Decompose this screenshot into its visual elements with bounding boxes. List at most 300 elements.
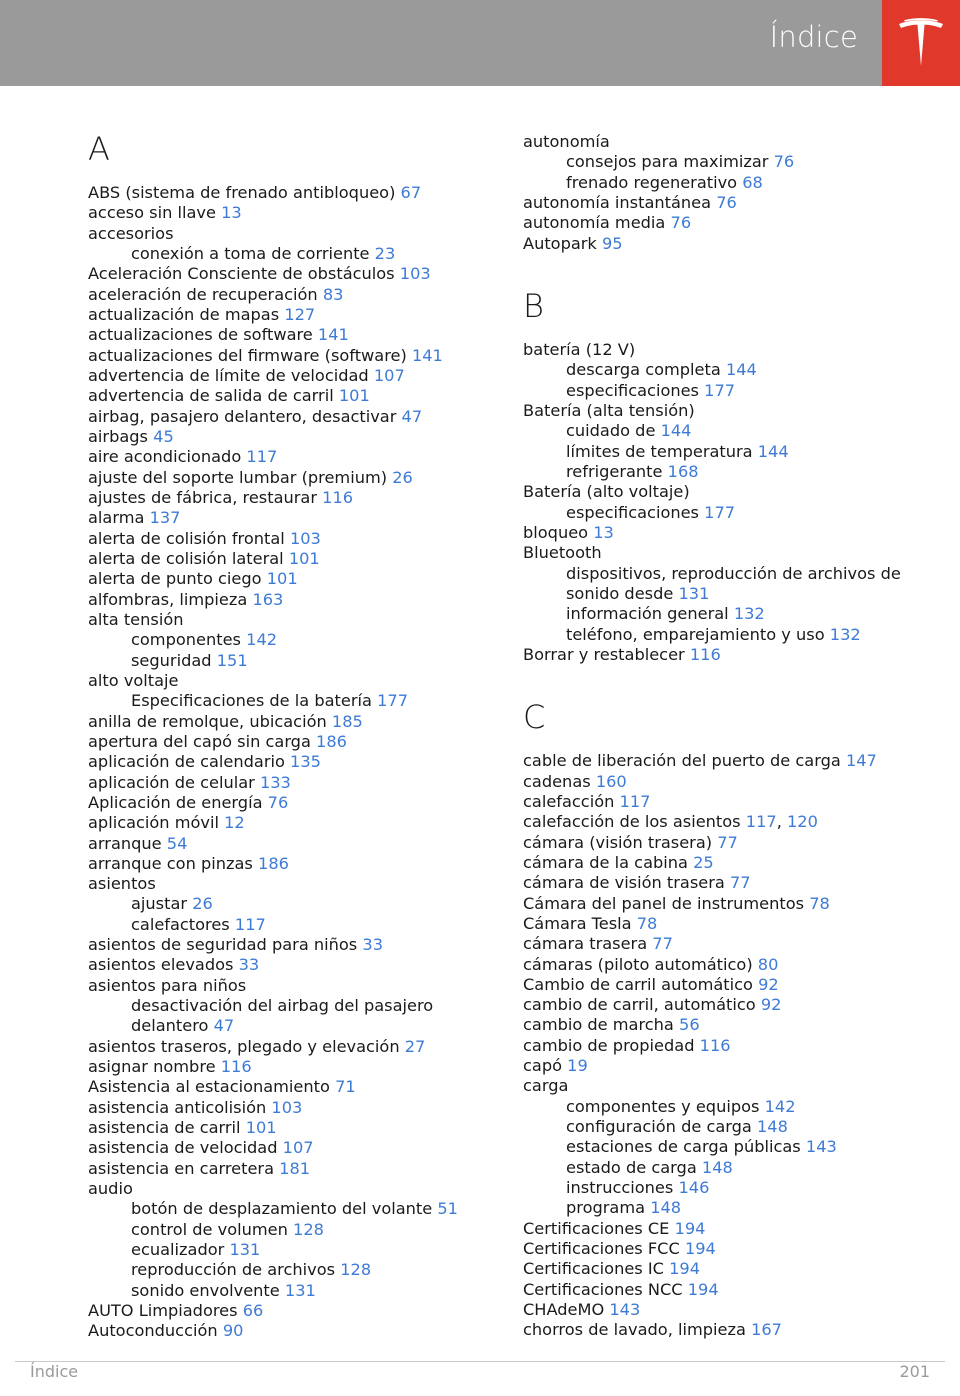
page-link[interactable]: 116: [322, 487, 354, 507]
page-link[interactable]: 194: [687, 1279, 719, 1299]
index-entry: [88, 325, 488, 345]
page-link[interactable]: 71: [335, 1077, 356, 1097]
index-entry: [88, 1138, 488, 1158]
index-entry-text: cable de liberación del puerto de carga: [523, 751, 841, 771]
index-entry-text: airbags: [88, 426, 148, 446]
page-link[interactable]: 33: [362, 935, 384, 955]
page-link[interactable]: 132: [829, 624, 861, 644]
page-link[interactable]: 25: [693, 852, 714, 872]
index-entry-text: arranque con pinzas: [88, 853, 253, 873]
page-link[interactable]: 45: [153, 426, 174, 446]
index-entry: [523, 132, 943, 152]
page-link[interactable]: 77: [717, 832, 738, 852]
index-entry-text: asistencia anticolisión: [88, 1097, 267, 1117]
index-entry: [88, 1159, 488, 1179]
index-entry: [88, 671, 488, 691]
index-subentry: [523, 503, 943, 523]
index-entry: [88, 447, 488, 467]
index-entry-text: batería (12 V): [523, 339, 636, 359]
index-entry-text: alerta de colisión frontal: [88, 528, 285, 548]
index-entry-text: Aplicación de energía: [88, 792, 263, 812]
page-link[interactable]: 26: [392, 467, 413, 487]
page-link[interactable]: 67: [400, 183, 422, 202]
index-subentry: [523, 421, 943, 441]
index-entry: [88, 366, 488, 386]
page-link[interactable]: 12: [224, 813, 245, 833]
page-link[interactable]: 117: [745, 812, 777, 832]
page-link[interactable]: 76: [773, 152, 795, 172]
index-entry: [88, 427, 488, 447]
index-entry-text: cámara (visión trasera): [523, 832, 713, 852]
index-entry: [88, 264, 488, 284]
page-link[interactable]: 116: [689, 644, 721, 664]
index-entry-text: desactivación del airbag del pasajero delantero: [131, 996, 434, 1036]
index-entry-text: capó: [523, 1056, 562, 1076]
index-entry-text: aceleración de recuperación: [88, 284, 318, 304]
index-subentry: [523, 462, 943, 482]
index-subentry: [523, 1198, 943, 1218]
index-entry-text: asientos traseros, plegado y elevación: [88, 1036, 400, 1056]
page-link[interactable]: 128: [340, 1260, 372, 1280]
page-link[interactable]: 147: [845, 751, 877, 771]
index-entry-text: cambio de propiedad: [523, 1035, 695, 1055]
index-entry-text: Certificaciones FCC: [523, 1239, 680, 1259]
index-entry-text: Batería (alta tensión): [523, 400, 695, 420]
index-entry-text: programa: [566, 1198, 646, 1218]
page-link[interactable]: 135: [290, 752, 321, 772]
page-link[interactable]: 194: [674, 1218, 706, 1238]
index-entry-text: cambio de carril, automático: [523, 995, 756, 1015]
index-entry: [88, 183, 488, 203]
index-entry: [523, 1015, 943, 1035]
page-link[interactable]: 101: [245, 1118, 277, 1138]
index-entry-text: configuración de carga: [566, 1117, 752, 1137]
page-link[interactable]: 120: [787, 812, 818, 832]
index-entry-text: Certificaciones NCC: [523, 1279, 683, 1299]
index-entry: [88, 874, 488, 894]
index-entry-text: Cámara del panel de instrumentos: [523, 893, 805, 913]
page-link[interactable]: 151: [216, 650, 248, 670]
index-entry-text: asientos: [88, 874, 156, 894]
index-entry: [88, 590, 488, 610]
page-link[interactable]: 47: [401, 406, 423, 426]
index-entry-text: alta tensión: [88, 609, 184, 629]
index-subentry: [523, 1097, 943, 1117]
index-entry: [88, 1118, 488, 1138]
index-entry-text: cuidado de: [566, 421, 656, 441]
index-subentry: [88, 915, 488, 935]
index-entry-text: asistencia de carril: [88, 1118, 241, 1138]
index-entry: [523, 955, 943, 975]
index-entry: [523, 873, 943, 893]
page-link[interactable]: 47: [213, 1016, 235, 1036]
page-link[interactable]: 68: [742, 172, 763, 192]
index-entry-text: límites de temperatura: [566, 441, 753, 461]
index-entry: [523, 543, 943, 563]
page-link[interactable]: 66: [242, 1301, 264, 1321]
page-link[interactable]: 92: [758, 974, 779, 994]
page-link[interactable]: 117: [234, 914, 266, 934]
index-subentry: [523, 173, 943, 193]
index-entry-text: alerta de punto ciego: [88, 569, 262, 589]
index-entry-text: alerta de colisión lateral: [88, 548, 284, 568]
page-link[interactable]: 77: [729, 873, 751, 893]
index-entry: [88, 935, 488, 955]
page-link[interactable]: 78: [809, 893, 830, 913]
index-entry-text: asientos de seguridad para niños: [88, 935, 358, 955]
index-entry-text: arranque: [88, 833, 162, 853]
page-link[interactable]: 181: [279, 1158, 311, 1178]
page-title: Índice: [769, 20, 858, 54]
index-entry: [523, 833, 943, 853]
index-entry: [523, 1036, 943, 1056]
index-entry-text: aplicación de calendario: [88, 752, 285, 772]
index-entry-text: accesorios: [88, 223, 174, 243]
page-link[interactable]: 168: [667, 461, 699, 481]
index-entry: [88, 732, 488, 752]
index-entry-text: alarma: [88, 508, 145, 528]
index-entry-text: asistencia de velocidad: [88, 1138, 278, 1158]
page-link[interactable]: 92: [760, 995, 782, 1015]
index-subentry: [523, 604, 943, 624]
page-link[interactable]: 77: [652, 934, 673, 954]
page-link[interactable]: 143: [805, 1137, 837, 1157]
index-entry-text: instrucciones: [566, 1178, 674, 1198]
page-link[interactable]: 148: [757, 1117, 788, 1137]
index-entry: [523, 1280, 943, 1300]
index-subentry: [88, 996, 488, 1037]
index-entry-text: Bluetooth: [523, 543, 602, 563]
index-subentry: [523, 1158, 943, 1178]
index-letter-heading: B: [523, 286, 544, 325]
index-entry-text: autonomía media: [523, 213, 666, 233]
index-entry-text: Cámara Tesla: [523, 913, 632, 933]
index-entry: [523, 812, 943, 832]
page-link[interactable]: 144: [725, 360, 757, 380]
page-link[interactable]: 185: [331, 711, 363, 731]
index-entry-text: componentes: [131, 630, 241, 650]
index-entry-text: especificaciones: [566, 502, 699, 522]
index-subentry: [88, 1199, 488, 1219]
index-subentry: [523, 625, 943, 645]
index-entry-text: información general: [566, 604, 729, 624]
index-entry-text: cadenas: [523, 771, 591, 791]
index-entry: [88, 224, 488, 244]
index-subentry: [523, 381, 943, 401]
page-link[interactable]: 116: [220, 1057, 252, 1077]
page-link[interactable]: 27: [404, 1036, 426, 1056]
index-entry-text: advertencia de límite de velocidad: [88, 365, 369, 385]
index-entry: [523, 1056, 943, 1076]
index-entry-text: Borrar y restablecer: [523, 644, 685, 664]
page-link[interactable]: 144: [757, 441, 789, 461]
index-entry-text: bloqueo: [523, 522, 589, 542]
tesla-logo-icon: [882, 0, 960, 86]
index-subentry: [88, 1281, 488, 1301]
index-entry: [523, 772, 943, 792]
index-entry-text: Especificaciones de la batería: [131, 691, 372, 711]
index-subentry: [523, 1178, 943, 1198]
page-link[interactable]: 90: [222, 1321, 244, 1341]
page-link[interactable]: 26: [192, 894, 213, 914]
index-entry-text: aplicación de celular: [88, 772, 255, 792]
index-subentry: [88, 244, 488, 264]
index-entry: [88, 1098, 488, 1118]
index-entry: [88, 1321, 488, 1341]
index-entry-text: asientos para niños: [88, 975, 247, 995]
index-entry: [88, 569, 488, 589]
page-link[interactable]: 141: [317, 325, 349, 345]
page-link[interactable]: 177: [704, 502, 736, 522]
index-subentry: [88, 1220, 488, 1240]
index-entry-text: frenado regenerativo: [566, 172, 738, 192]
index-entry-text: Aceleración Consciente de obstáculos: [88, 264, 395, 284]
index-subentry: [88, 651, 488, 671]
page-link[interactable]: 146: [678, 1178, 710, 1198]
index-entry: [88, 386, 488, 406]
index-entry-text: descarga completa: [566, 360, 721, 380]
index-entry-text: estaciones de carga públicas: [566, 1137, 801, 1157]
index-entry: [88, 976, 488, 996]
index-entry: [88, 1037, 488, 1057]
page-link[interactable]: 101: [266, 569, 298, 589]
index-subentry: [88, 894, 488, 914]
index-entry: [88, 407, 488, 427]
section-gap: [523, 254, 943, 289]
index-entry-text: botón de desplazamiento del volante: [131, 1199, 433, 1219]
index-entry-text: ecualizador: [131, 1240, 225, 1260]
index-entry-text: actualizaciones del firmware (software): [88, 345, 407, 365]
index-entry: [88, 712, 488, 732]
index-subentry: [523, 564, 943, 605]
index-entry-text: Autopark: [523, 233, 597, 253]
page-link[interactable]: 137: [149, 508, 181, 528]
index-entry: [88, 752, 488, 772]
index-entry-text: aplicación móvil: [88, 813, 219, 833]
index-entry-text: ABS (sistema de frenado antibloqueo): [88, 183, 396, 202]
index-entry-text: consejos para maximizar: [566, 152, 769, 172]
page-link[interactable]: 177: [377, 691, 408, 711]
index-subentry: [523, 1137, 943, 1157]
page-link[interactable]: 101: [338, 386, 370, 406]
index-entry-text: carga: [523, 1076, 569, 1096]
index-entry-text: AUTO Limpiadores: [88, 1301, 238, 1321]
index-entry: [88, 610, 488, 630]
page-link[interactable]: 194: [669, 1259, 701, 1279]
page-link[interactable]: 95: [601, 233, 623, 253]
section-gap: [523, 665, 943, 700]
index-entry-text: Cambio de carril automático: [523, 974, 753, 994]
page-link[interactable]: 101: [288, 548, 320, 568]
page-link[interactable]: 103: [271, 1097, 303, 1117]
index-entry: [523, 975, 943, 995]
index-entry-text: asistencia en carretera: [88, 1158, 275, 1178]
index-entry-text: calefactores: [131, 914, 230, 934]
index-entry-text: calefacción de los asientos: [523, 812, 741, 832]
index-subentry: [88, 1240, 488, 1260]
index-entry: [523, 193, 943, 213]
page-link[interactable]: 131: [678, 583, 710, 603]
page-link[interactable]: 143: [609, 1300, 641, 1320]
index-entry-text: reproducción de archivos: [131, 1260, 336, 1280]
page-link[interactable]: 141: [411, 345, 443, 365]
page-number: 201: [899, 1362, 930, 1381]
index-entry: [88, 1077, 488, 1097]
index-entry-text: actualización de mapas: [88, 304, 280, 324]
page-link[interactable]: 103: [399, 264, 431, 284]
page-link[interactable]: 148: [701, 1157, 733, 1177]
index-entry-text: sonido envolvente: [131, 1280, 280, 1300]
index-entry: [523, 645, 943, 665]
index-entry-text: Certificaciones CE: [523, 1218, 670, 1238]
index-letter-heading: C: [523, 698, 546, 737]
index-entry: [523, 1076, 943, 1096]
index-entry-text: anilla de remolque, ubicación: [88, 711, 327, 731]
index-column-right: [523, 132, 943, 1341]
index-entry: [523, 482, 943, 502]
page-link[interactable]: 117: [619, 791, 651, 811]
index-entry: [88, 508, 488, 528]
page-link[interactable]: 80: [757, 954, 779, 974]
index-entry: [88, 305, 488, 325]
index-entry-text: especificaciones: [566, 380, 699, 400]
index-entry: [523, 1300, 943, 1320]
index-entry: [88, 529, 488, 549]
page-link[interactable]: 76: [716, 192, 737, 212]
page-link[interactable]: 128: [293, 1219, 324, 1239]
footer-section: Índice: [30, 1362, 79, 1381]
page-link[interactable]: 78: [636, 913, 658, 933]
index-entry-text: advertencia de salida de carril: [88, 386, 334, 406]
index-entry: [88, 955, 488, 975]
index-entry-text: ajustar: [131, 894, 188, 914]
index-entry-text: CHAdeMO: [523, 1300, 605, 1320]
page-link[interactable]: 13: [221, 203, 242, 223]
index-entry-text: alfombras, limpieza: [88, 589, 248, 609]
page-link[interactable]: 107: [282, 1138, 314, 1158]
page-link[interactable]: 76: [267, 792, 289, 812]
page-link[interactable]: 142: [764, 1096, 796, 1116]
index-entry: [88, 773, 488, 793]
page-separator: ,: [776, 812, 782, 832]
index-subentry: [88, 630, 488, 650]
page-link[interactable]: 186: [316, 731, 347, 751]
page-link[interactable]: 132: [733, 604, 765, 624]
index-entry: [523, 340, 943, 360]
index-entry: [523, 213, 943, 233]
tesla-logo-svg: [897, 18, 945, 68]
index-entry: [523, 914, 943, 934]
index-entry: [88, 346, 488, 366]
index-entry: [523, 894, 943, 914]
index-entry: [88, 203, 488, 223]
index-entry: [88, 468, 488, 488]
index-entry-text: Autoconducción: [88, 1321, 218, 1341]
page-link[interactable]: 76: [670, 213, 692, 233]
page-link[interactable]: 107: [373, 365, 405, 385]
page-link[interactable]: 131: [284, 1280, 316, 1300]
index-entry: [523, 1219, 943, 1239]
page-link[interactable]: 167: [751, 1320, 782, 1340]
index-entry: [523, 1259, 943, 1279]
index-entry: [523, 751, 943, 771]
page-link[interactable]: 54: [166, 833, 188, 853]
index-entry: [523, 401, 943, 421]
page-link[interactable]: 56: [679, 1015, 700, 1035]
index-column-left: [88, 132, 488, 1342]
index-entry: [88, 1301, 488, 1321]
page-link[interactable]: 117: [246, 447, 278, 467]
index-entry: [523, 523, 943, 543]
index-entry: [523, 853, 943, 873]
index-entry-text: chorros de lavado, limpieza: [523, 1320, 746, 1340]
index-entry-text: asignar nombre: [88, 1057, 216, 1077]
index-entry-text: teléfono, emparejamiento y uso: [566, 624, 825, 644]
page-link[interactable]: 144: [660, 421, 692, 441]
index-entry: [88, 854, 488, 874]
page-link[interactable]: 160: [595, 771, 627, 791]
index-entry-text: audio: [88, 1179, 133, 1199]
page-link[interactable]: 83: [322, 284, 344, 304]
index-entry-text: autonomía instantánea: [523, 192, 712, 212]
index-entry-text: estado de carga: [566, 1157, 697, 1177]
page-link[interactable]: 127: [284, 304, 316, 324]
page-link[interactable]: 19: [567, 1056, 588, 1076]
index-entry-text: ajustes de fábrica, restaurar: [88, 487, 317, 507]
index-entry: [523, 1239, 943, 1259]
index-entry: [88, 488, 488, 508]
index-subentry: [523, 1117, 943, 1137]
index-entry: [523, 792, 943, 812]
index-subentry: [88, 691, 488, 711]
page-link[interactable]: 133: [259, 772, 291, 792]
page-link[interactable]: 186: [258, 853, 289, 873]
index-entry-text: asientos elevados: [88, 955, 234, 975]
index-entry: [523, 234, 943, 254]
index-entry-text: seguridad: [131, 650, 212, 670]
index-entry-text: conexión a toma de corriente: [131, 243, 370, 263]
index-entry-text: Certificaciones IC: [523, 1259, 664, 1279]
index-entry-text: componentes y equipos: [566, 1096, 760, 1116]
page-link[interactable]: 142: [246, 630, 278, 650]
page-link[interactable]: 131: [229, 1240, 261, 1260]
page-link[interactable]: 23: [374, 243, 396, 263]
index-entry: [523, 934, 943, 954]
index-entry-text: refrigerante: [566, 461, 663, 481]
page-link[interactable]: 194: [684, 1239, 716, 1259]
index-entry-text: apertura del capó sin carga: [88, 731, 311, 751]
index-letter-heading: A: [88, 130, 110, 168]
index-entry: [523, 1320, 943, 1340]
page-link[interactable]: 116: [699, 1035, 731, 1055]
index-entry-text: autonomía: [523, 132, 610, 151]
index-subentry: [523, 442, 943, 462]
page-link[interactable]: 103: [289, 528, 321, 548]
footer-divider: [15, 1361, 945, 1362]
index-entry-text: cámara de la cabina: [523, 852, 688, 872]
page-link[interactable]: 33: [238, 955, 260, 975]
page-link[interactable]: 148: [650, 1198, 682, 1218]
index-entry-text: alto voltaje: [88, 670, 179, 690]
index-entry-text: cámara de visión trasera: [523, 873, 725, 893]
page-link[interactable]: 51: [437, 1199, 458, 1219]
page-link[interactable]: 13: [593, 522, 614, 542]
index-entry-text: aire acondicionado: [88, 447, 242, 467]
index-entry: [88, 1057, 488, 1077]
index-entry: [88, 793, 488, 813]
page-link[interactable]: 163: [252, 589, 284, 609]
page-link[interactable]: 177: [704, 380, 736, 400]
